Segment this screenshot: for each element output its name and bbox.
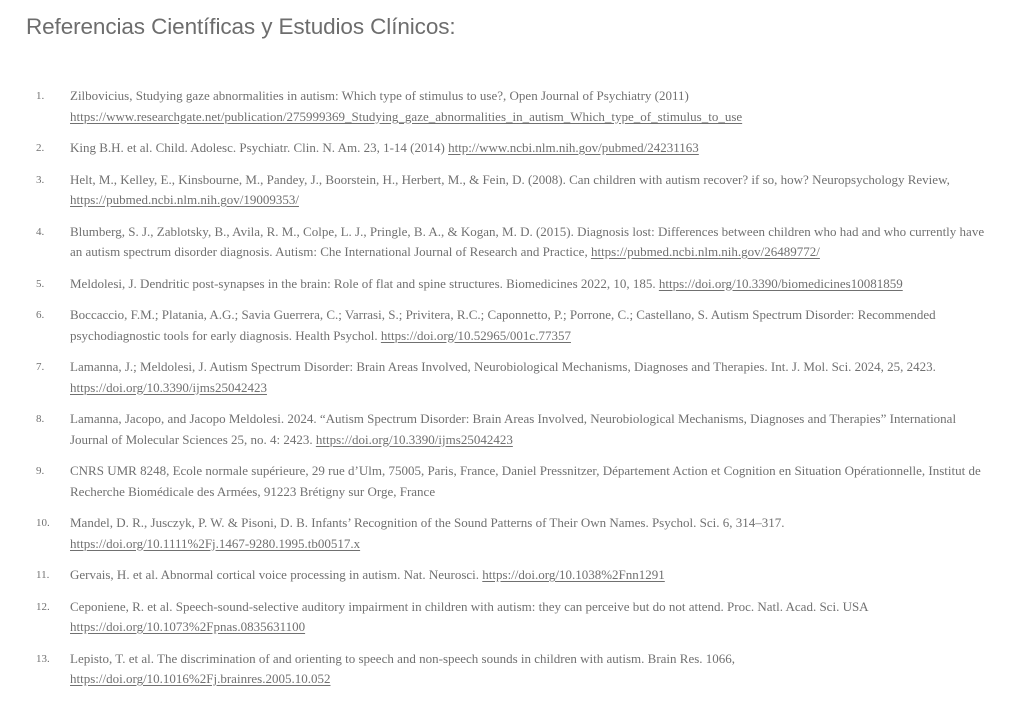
reference-text: Lamanna, J.; Meldolesi, J. Autism Spectrum Disorder: Brain Areas Involved, Neurobiological Mechanisms, Diagnoses and Therapies. Int. J. Mol. Sci. 2024, 25, 2423. bbox=[70, 359, 936, 374]
reference-item bbox=[0, 170, 1024, 211]
reference-link[interactable]: https://pubmed.ncbi.nlm.nih.gov/19009353/ bbox=[70, 192, 299, 207]
reference-text: Mandel, D. R., Jusczyk, P. W. & Pisoni, D. B. Infants’ Recognition of the Sound Patterns of Their Own Names. Psychol. Sci. 6, 314–317. bbox=[70, 515, 785, 530]
reference-text: King B.H. et al. Child. Adolesc. Psychiatr. Clin. N. Am. 23, 1-14 (2014) bbox=[70, 140, 445, 155]
reference-text: Ceponiene, R. et al. Speech-sound-selective auditory impairment in children with autism: they can perceive but do not attend. Proc. Natl. Acad. Sci. USA bbox=[70, 598, 869, 614]
reference-number: 1. bbox=[36, 90, 45, 102]
reference-text: Boccaccio, F.M.; Platania, A.G.; Savia Guerrera, C.; Varrasi, S.; Privitera, R.C.; Caponnetto, P.; Porrone, C.; Castellano, S. Autism Spectrum Disorder: Recommended psychodiagnostic tools for early diagnosis. Health Psychol. bbox=[70, 307, 936, 343]
reference-text: CNRS UMR 8248, Ecole normale supérieure, 29 rue d’Ulm, 75005, Paris, France, Daniel Pressnitzer, Département Action et Cognition en Situation Opérationnelle, Institut de Recherche Biomédicale des Armées, 91223 Brétigny sur Orge, France bbox=[70, 463, 981, 499]
reference-item bbox=[0, 274, 1024, 295]
reference-item bbox=[0, 305, 1024, 346]
reference-link[interactable]: https://pubmed.ncbi.nlm.nih.gov/26489772/ bbox=[590, 244, 820, 259]
reference-number: 8. bbox=[36, 413, 45, 425]
reference-number: 4. bbox=[36, 225, 45, 238]
reference-number: 3. bbox=[36, 173, 45, 186]
reference-item bbox=[0, 86, 1024, 127]
reference-number: 6. bbox=[36, 309, 45, 321]
reference-item bbox=[0, 597, 1024, 638]
reference-text: Lepisto, T. et al. The discrimination of and orienting to speech and non-speech sounds in children with autism. Brain Res. 1066, bbox=[70, 650, 736, 666]
reference-item bbox=[0, 409, 1024, 450]
reference-item bbox=[0, 357, 1024, 398]
reference-number: 9. bbox=[36, 465, 45, 477]
reference-link[interactable]: https://doi.org/10.3390/biomedicines10081859 bbox=[658, 275, 903, 291]
reference-item bbox=[0, 461, 1024, 502]
reference-item bbox=[0, 222, 1024, 263]
reference-number: 5. bbox=[36, 277, 45, 290]
reference-link[interactable]: https://www.researchgate.net/publication/275999369_Studying_gaze_abnormalities_in_autism_Which_type_of_stimulus_to_use bbox=[70, 108, 743, 124]
reference-text: Lamanna, Jacopo, and Jacopo Meldolesi. 2024. “Autism Spectrum Disorder: Brain Areas Involved, Neurobiological Mechanisms, Diagnoses and Therapies” International Journal of Molecular Sciences 25, no. 4: 2423. bbox=[70, 411, 957, 447]
reference-number: 12. bbox=[36, 600, 50, 613]
page-title: Referencias Científicas y Estudios Clínicos: bbox=[26, 14, 456, 39]
reference-link[interactable]: https://doi.org/10.1016%2Fj.brainres.2005.10.052 bbox=[70, 671, 331, 686]
reference-item bbox=[0, 138, 1024, 159]
reference-item bbox=[0, 649, 1024, 690]
reference-text: Zilbovicius, Studying gaze abnormalities in autism: Which type of stimulus to use?, Open Journal of Psychiatry (2011) bbox=[70, 88, 689, 103]
reference-text: Blumberg, S. J., Zablotsky, B., Avila, R. M., Colpe, L. J., Pringle, B. A., & Kogan, M. D. (2015). Diagnosis lost: Differences between children who had and who currently have an autism spectrum disorder diagnosis. Autism: Che International Journal of Research and Practice, bbox=[70, 223, 985, 259]
reference-number: 10. bbox=[36, 517, 50, 529]
reference-number: 7. bbox=[36, 361, 45, 373]
reference-text: Helt, M., Kelley, E., Kinsbourne, M., Pandey, J., Boorstein, H., Herbert, M., & Fein, D. (2008). Can children with autism recover? if so, how? Neuropsychology Review, bbox=[70, 171, 950, 187]
reference-link[interactable]: https://doi.org/10.1073%2Fpnas.0835631100 bbox=[70, 619, 306, 634]
reference-link[interactable]: https://doi.org/10.52965/001c.77357 bbox=[380, 327, 571, 343]
reference-link[interactable]: http://www.ncbi.nlm.nih.gov/pubmed/24231163 bbox=[448, 140, 699, 155]
reference-text: Meldolesi, J. Dendritic post-synapses in the brain: Role of flat and spine structures. Biomedicines 2022, 10, 185. bbox=[70, 275, 656, 291]
reference-link[interactable]: https://doi.org/10.3390/ijms25042423 bbox=[70, 379, 267, 395]
reference-link[interactable]: https://doi.org/10.1038%2Fnn1291 bbox=[482, 567, 665, 582]
reference-item bbox=[0, 513, 1024, 554]
reference-list bbox=[0, 86, 1024, 701]
reference-number: 2. bbox=[36, 142, 45, 154]
reference-text: Gervais, H. et al. Abnormal cortical voice processing in autism. Nat. Neurosci. bbox=[70, 567, 480, 582]
reference-link[interactable]: https://doi.org/10.3390/ijms25042423 bbox=[315, 431, 513, 447]
reference-item bbox=[0, 565, 1024, 586]
reference-link[interactable]: https://doi.org/10.1111%2Fj.1467-9280.1995.tb00517.x bbox=[70, 535, 361, 551]
reference-number: 11. bbox=[36, 569, 50, 581]
reference-number: 13. bbox=[36, 652, 50, 665]
